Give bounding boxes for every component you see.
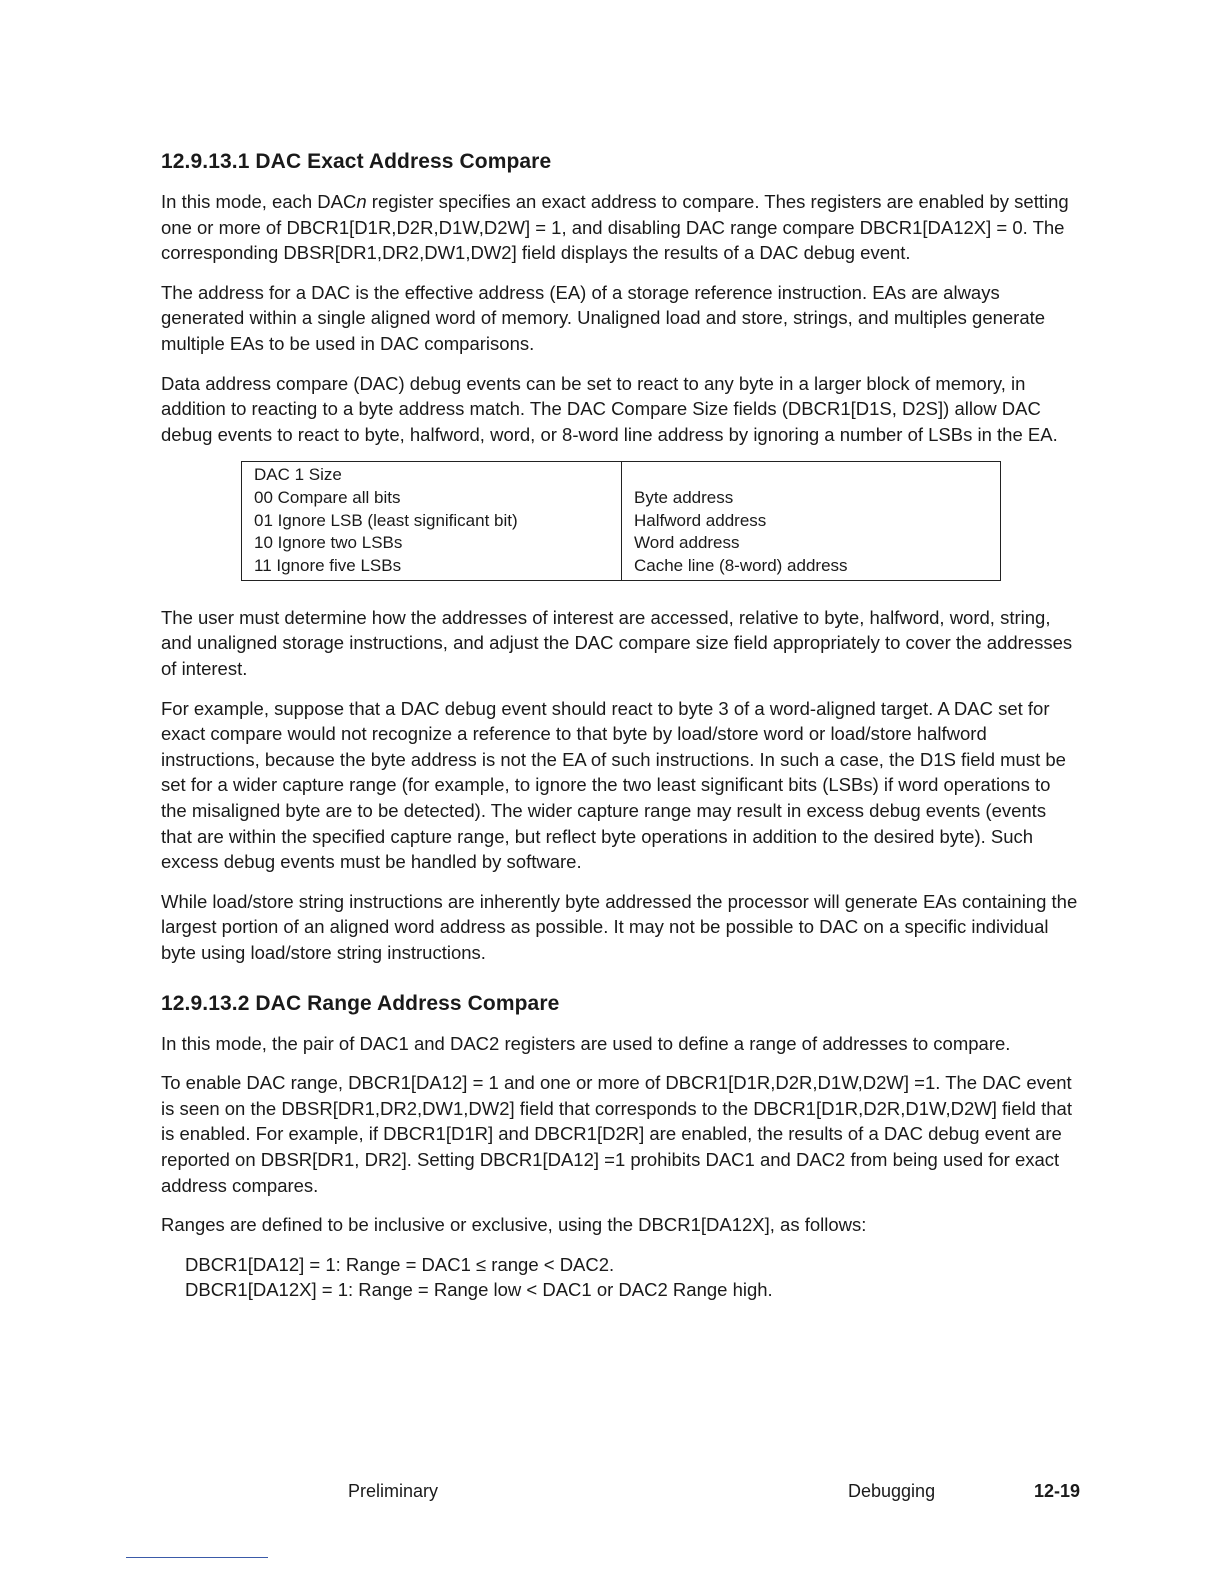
bottom-rule [126,1557,268,1558]
paragraph-enable-range: To enable DAC range, DBCR1[DA12] = 1 and one or more of DBCR1[D1R,D2R,D1W,D2W] =1. The DAC event is seen on the DBSR[DR1,DR2,DW1,DW2] field that corresponds to the DBCR1[D1R,D2R,D1W,D2W] field that is enabled. For example, if DBCR1[D1R] and DBCR1[D2R] are enabled, the results of a DAC debug event are reported on DBSR[DR1, DR2]. Setting DBCR1[DA12] =1 prohibits DAC1 and DAC2 from being used for exact address compares. [161,1072,1072,1196]
dac-size-table [241,461,1001,581]
footer-chapter-title: Debugging [848,1481,936,1501]
table-address-type: Byte address [634,488,734,508]
footer-page-number: 12-19 [1034,1481,1081,1501]
page-content [161,150,1081,1303]
formula-inclusive: DBCR1[DA12] = 1: Range = DAC1 ≤ range < DAC2. [185,1253,615,1275]
table-size-option: 10 Ignore two LSBs [254,533,403,553]
table-header: DAC 1 Size [254,465,342,485]
paragraph-compare-size: Data address compare (DAC) debug events can be set to react to any byte in a larger block of memory, in addition to reacting to a byte address match. The DAC Compare Size fields (DBCR1[D1S, D2S]) allow DAC debug events to react to byte, halfword, word, or 8-word line address by ignoring a number of LSBs in the EA. [161,372,1058,445]
table-row [242,462,1001,581]
paragraph-ranges-defined: Ranges are defined to be inclusive or exclusive, using the DBCR1[DA12X], as follows: [161,1214,867,1236]
paragraph-effective-address: The address for a DAC is the effective address (EA) of a storage reference instruction. EAs are always generated within a single aligned word of memory. Unaligned load and store, strings, and multiples generate multiple EAs to be used in DAC comparisons. [161,281,1046,354]
table-spacer [634,464,988,487]
paragraph-user-determine: The user must determine how the addresses of interest are accessed, relative to byte, halfword, word, string, and unaligned storage instructions, and adjust the DAC compare size field appropriately to cover the addresses of interest. [161,606,1073,680]
table-size-option: 11 Ignore five LSBs [254,556,402,576]
paragraph-string-instructions: While load/store string instructions are inherently byte addressed the processor will generate EAs containing the largest portion of an aligned word address as possible. It may not be possible to DAC on a specific individual byte using load/store string instructions. [161,890,1078,963]
table-size-option: 01 Ignore LSB (least significant bit) [254,510,518,530]
section-heading-range-compare: 12.9.13.2 DAC Range Address Compare [161,991,560,1015]
formula-exclusive: DBCR1[DA12X] = 1: Range = Range low < DAC1 or DAC2 Range high. [185,1279,773,1301]
table-address-type: Word address [634,533,740,553]
table-size-option: 00 Compare all bits [254,488,401,508]
register-index-italic: n [356,191,367,212]
table-address-type: Halfword address [634,510,767,530]
table-right-cell [622,462,1001,581]
paragraph-exact-mode-start: In this mode, each DAC [161,191,357,212]
table-left-cell [242,462,622,581]
paragraph-exact-mode [161,189,1081,266]
section-heading-exact-compare: 12.9.13.1 DAC Exact Address Compare [161,150,552,173]
footer-preliminary: Preliminary [348,1481,439,1501]
table-address-type: Cache line (8-word) address [634,556,848,576]
paragraph-range-mode: In this mode, the pair of DAC1 and DAC2 registers are used to define a range of addresses to compare. [161,1032,1011,1054]
paragraph-exact-mode-rest: register specifies an exact address to compare. Thes registers are enabled by setting one or more of DBCR1[D1R,D2R,D1W,D2W] = 1, and disabling DAC range compare DBCR1[DA12X] = 0. The corresponding DBSR[DR1,DR2,DW1,DW2] field displays the results of a DAC debug event. [161,191,1069,264]
paragraph-example: For example, suppose that a DAC debug event should react to byte 3 of a word-aligned target. A DAC set for exact compare would not recognize a reference to that byte by load/store word or load/store halfword instructions, because the byte address is not the EA of such instructions. In such a case, the D1S field must be set for a wider capture range (for example, to ignore the two least significant bits (LSBs) if word operations to the misaligned byte are to be detected). The wider capture range may result in excess debug events (events that are within the specified capture range, but reflect byte operations in addition to the desired byte). Such excess debug events must be handled by software. [161,697,1066,873]
